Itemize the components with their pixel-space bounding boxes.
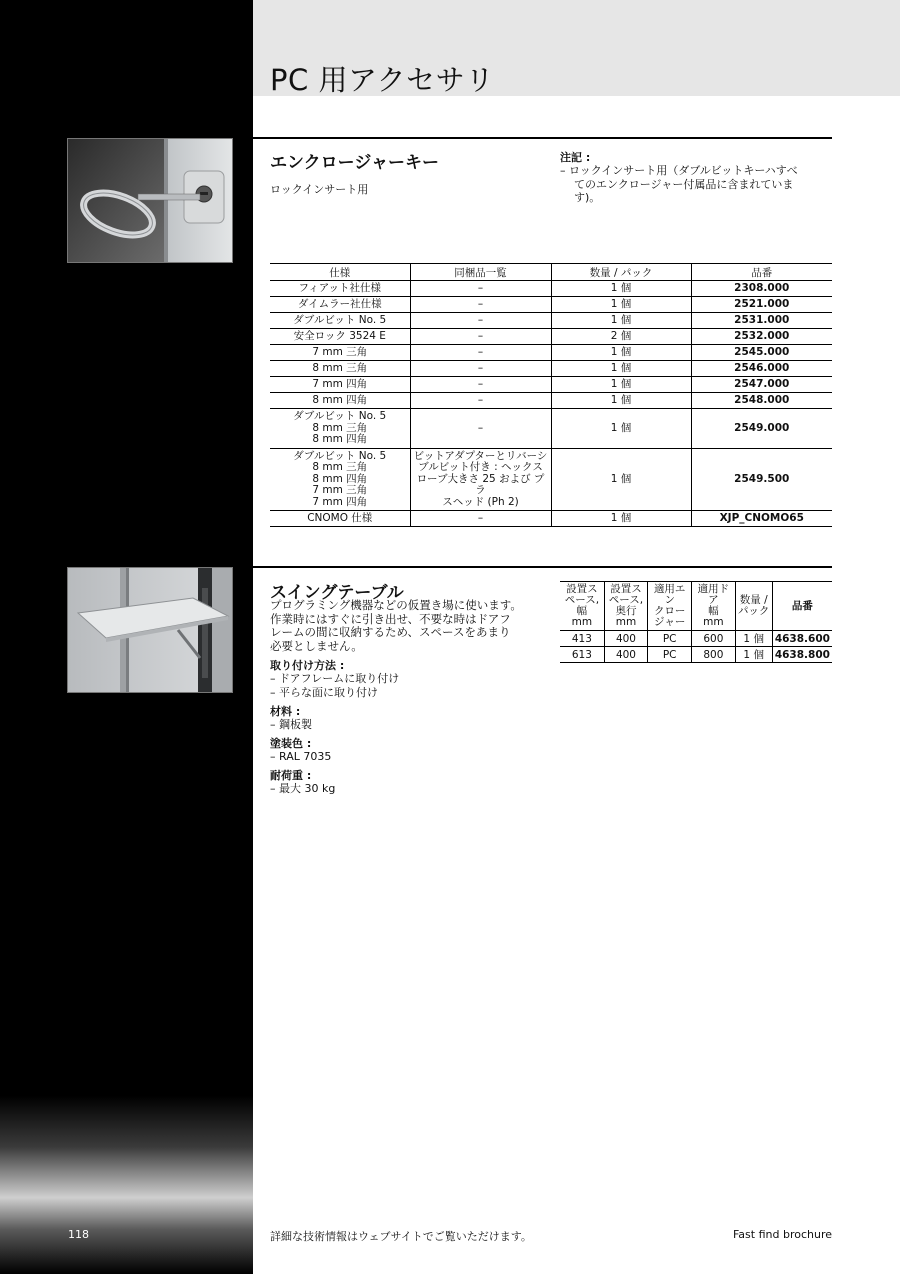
table-cell: 1 個 <box>735 647 772 663</box>
enclosure-key-subtitle: ロックインサート用 <box>270 183 369 196</box>
cell-spec <box>270 345 410 361</box>
note-text <box>560 164 798 205</box>
cell-line: 奥行 <box>615 605 637 617</box>
cell-included <box>410 393 551 409</box>
cell-line: – <box>477 345 484 358</box>
cell-line: – <box>477 297 484 310</box>
cell-line: 設置ス <box>566 583 598 595</box>
col-header-part-number: 品番 <box>691 264 832 281</box>
cell-included <box>410 281 551 297</box>
table-row <box>270 409 832 449</box>
cell-line: スヘッド (Ph 2) <box>442 495 519 508</box>
cell-included <box>410 361 551 377</box>
cell-line: – <box>477 313 484 326</box>
swing-table-description <box>270 599 522 653</box>
table-row <box>270 377 832 393</box>
cell-line: – <box>477 361 484 374</box>
cell-qty: 1 個 <box>551 393 691 409</box>
table-cell: 800 <box>692 647 735 663</box>
table-cell: 400 <box>604 647 647 663</box>
description-line: 必要としません。 <box>270 638 363 653</box>
description-line: 作業時にはすぐに引き出せ、不要な時はドアフ <box>270 611 511 626</box>
table-row <box>270 511 832 527</box>
cell-qty: 1 個 <box>551 345 691 361</box>
cell-part-number: 2531.000 <box>691 313 832 329</box>
cell-part-number: 2546.000 <box>691 361 832 377</box>
table-row <box>560 631 832 647</box>
cell-line: クロー <box>653 605 686 617</box>
cell-line: – <box>477 281 484 294</box>
cell-qty: 1 個 <box>551 448 691 511</box>
cell-line: 7 mm 三角 <box>312 345 368 358</box>
cell-spec <box>270 361 410 377</box>
cell-line: ジャー <box>654 616 686 628</box>
note-line: てのエンクロージャー付属品に含まれていま <box>574 177 794 191</box>
cell-line: mm <box>703 616 724 628</box>
table-row <box>270 345 832 361</box>
cell-qty: 1 個 <box>551 361 691 377</box>
cell-spec <box>270 393 410 409</box>
cell-part-number: 2549.000 <box>691 409 832 449</box>
cell-line: 品番 <box>791 599 813 612</box>
cell-included <box>410 409 551 449</box>
cell-line: ブルビット付き : ヘックス <box>418 461 543 473</box>
cell-line: ペース, <box>564 594 600 606</box>
cell-line: 幅 <box>708 605 719 617</box>
cell-spec <box>270 448 410 511</box>
cell-line: 8 mm 三角 <box>312 361 368 374</box>
cell-qty: 1 個 <box>551 409 691 449</box>
mounting-heading: 取り付け方法 : <box>270 659 345 672</box>
description-line: レームの間に収納するため、スペースをあまり <box>270 625 511 639</box>
cell-spec <box>270 329 410 345</box>
cell-included <box>410 345 551 361</box>
cell-line: 適用エン <box>653 583 686 606</box>
cell-part-number: 2545.000 <box>691 345 832 361</box>
table-cell: 1 個 <box>735 631 772 647</box>
note-line: す)。 <box>574 191 601 204</box>
cell-line: ダブルビット No. 5 <box>293 313 387 326</box>
enclosure-key-table <box>270 263 832 527</box>
cell-line: – <box>477 393 484 406</box>
cell-line: ダブルビット No. 5 <box>293 410 387 422</box>
cell-line: CNOMO 仕様 <box>307 511 373 524</box>
section-divider <box>253 566 832 568</box>
col-header-spec: 仕様 <box>270 264 410 281</box>
table-cell: PC <box>648 631 692 647</box>
cell-spec <box>270 511 410 527</box>
cell-line: 8 mm 三角 <box>312 461 368 473</box>
cell-line: mm <box>615 616 637 628</box>
table-row <box>270 297 832 313</box>
page-number: 118 <box>68 1228 89 1241</box>
table-cell: 400 <box>604 631 647 647</box>
cell-included <box>410 329 551 345</box>
cell-line: ローブ大きさ 25 および プラ <box>416 472 545 496</box>
col-header-included: 同梱品一覧 <box>410 264 551 281</box>
cell-spec <box>270 281 410 297</box>
col-header <box>604 582 647 631</box>
cell-included <box>410 448 551 511</box>
col-header <box>735 582 772 631</box>
cell-line: 7 mm 四角 <box>312 495 368 508</box>
cell-included <box>410 297 551 313</box>
cell-part-number: 2549.500 <box>691 448 832 511</box>
cell-line: ダイムラー社仕様 <box>297 297 382 310</box>
cell-spec <box>270 377 410 393</box>
cell-line: 数量 / <box>739 594 768 606</box>
cell-line: 8 mm 三角 <box>312 421 368 434</box>
swing-table-title: スイングテーブル <box>270 583 404 603</box>
col-header <box>692 582 735 631</box>
cell-part-number: 2532.000 <box>691 329 832 345</box>
cell-line: 7 mm 三角 <box>312 484 368 496</box>
cell-part-number: 2548.000 <box>691 393 832 409</box>
cell-line: – <box>477 421 484 434</box>
note-line: – ロックインサート用（ダブルビットキーハすべ <box>560 164 798 177</box>
table-row <box>270 361 832 377</box>
cell-line: 設置ス <box>610 583 642 595</box>
table-cell: 4638.800 <box>772 647 832 663</box>
table-row <box>560 647 832 663</box>
footer-website-note: 詳細な技術情報はウェブサイトでご覧いただけます。 <box>270 1230 532 1243</box>
cell-spec <box>270 297 410 313</box>
cell-line: 8 mm 四角 <box>312 393 368 406</box>
mounting-list <box>270 672 399 699</box>
table-row <box>270 313 832 329</box>
cell-spec <box>270 313 410 329</box>
cell-qty: 1 個 <box>551 297 691 313</box>
cell-qty: 1 個 <box>551 313 691 329</box>
cell-part-number: 2547.000 <box>691 377 832 393</box>
enclosure-key-title: エンクロージャーキー <box>270 153 439 173</box>
cell-spec <box>270 409 410 449</box>
table-cell: 4638.600 <box>772 631 832 647</box>
cell-line: ダブルビット No. 5 <box>293 449 387 462</box>
cell-qty: 2 個 <box>551 329 691 345</box>
col-header <box>772 582 832 631</box>
cell-included <box>410 511 551 527</box>
cell-line: ビットアダプターとリバーシ <box>413 449 548 462</box>
mounting-item: – ドアフレームに取り付け <box>270 672 400 685</box>
col-header <box>648 582 692 631</box>
load-heading: 耐荷重 : <box>270 769 312 782</box>
section-divider <box>253 137 832 139</box>
cell-line: 適用ドア <box>697 583 730 606</box>
cell-line: 8 mm 四角 <box>312 472 368 485</box>
cell-line: ペース, <box>608 594 644 606</box>
table-cell: 413 <box>560 631 604 647</box>
cell-line: – <box>477 511 484 524</box>
cell-line: 8 mm 四角 <box>312 433 368 445</box>
cell-part-number: 2308.000 <box>691 281 832 297</box>
cell-line: 安全ロック 3524 E <box>293 329 386 342</box>
cell-part-number: XJP_CNOMO65 <box>691 511 832 527</box>
cell-qty: 1 個 <box>551 511 691 527</box>
swing-table-photo <box>67 567 233 693</box>
cell-line: 7 mm 四角 <box>312 377 368 390</box>
col-header-qty: 数量 / パック <box>551 264 691 281</box>
cell-line: 幅 <box>576 605 588 617</box>
cell-line: mm <box>571 616 593 628</box>
table-row <box>270 448 832 511</box>
table-row <box>270 393 832 409</box>
cell-line: フィアット社仕様 <box>298 281 381 294</box>
table-row <box>270 329 832 345</box>
cell-line: – <box>477 377 484 390</box>
cell-included <box>410 377 551 393</box>
description-line: プログラミング機器などの仮置き場に使います。 <box>270 598 522 612</box>
cell-part-number: 2521.000 <box>691 297 832 313</box>
cell-qty: 1 個 <box>551 281 691 297</box>
note-heading: 注記 : <box>560 151 591 164</box>
enclosure-key-photo <box>67 138 233 263</box>
cell-line: パック <box>737 605 770 617</box>
swing-table-spec-table <box>560 581 832 663</box>
cell-qty: 1 個 <box>551 377 691 393</box>
color-item: – RAL 7035 <box>270 750 332 763</box>
table-row <box>270 281 832 297</box>
col-header <box>560 582 604 631</box>
load-item: – 最大 30 kg <box>270 782 336 795</box>
cell-included <box>410 313 551 329</box>
material-item: – 鋼板製 <box>270 718 312 731</box>
page-title: PC 用アクセサリ <box>270 63 495 97</box>
table-cell: 600 <box>692 631 735 647</box>
cell-line: – <box>477 329 484 342</box>
material-heading: 材料 : <box>270 705 301 718</box>
table-cell: PC <box>648 647 692 663</box>
color-heading: 塗装色 : <box>270 737 312 750</box>
mounting-item: – 平らな面に取り付け <box>270 685 378 699</box>
table-cell: 613 <box>560 647 604 663</box>
footer-brochure-label: Fast find brochure <box>732 1228 832 1241</box>
